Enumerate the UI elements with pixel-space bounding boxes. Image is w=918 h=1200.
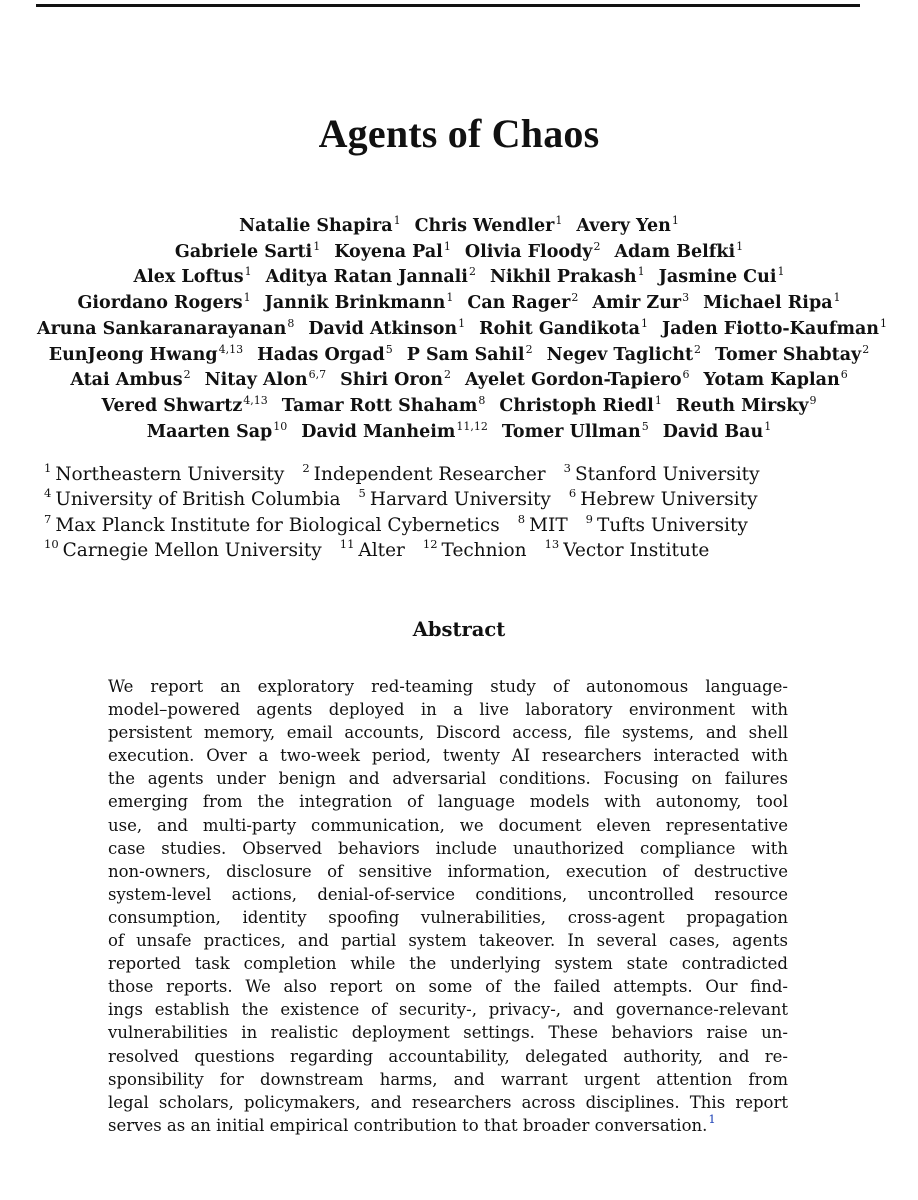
author (704, 370, 848, 390)
author-line (30, 317, 888, 343)
author-line (30, 343, 888, 369)
author-line (30, 394, 888, 420)
author-line (30, 214, 888, 240)
author-name: Jaden Fiotto-Kaufman (661, 318, 880, 339)
author (281, 393, 486, 416)
affiliation-name: Hebrew University (580, 489, 758, 511)
author (715, 342, 870, 365)
author-affiliation-mark: 5 (385, 342, 393, 356)
affiliation-line (44, 513, 778, 538)
author-affiliation-mark: 1 (393, 214, 401, 227)
affiliation-name: Harvard University (369, 489, 551, 511)
author-name: Aditya Ratan Jannali (265, 267, 468, 288)
author-name: Amir Zur (592, 293, 682, 314)
author (661, 316, 888, 339)
affiliation (563, 461, 760, 485)
author-name: David Manheim (301, 421, 456, 442)
author (205, 370, 326, 390)
author-affiliation-mark: 1 (555, 214, 563, 227)
abstract-line (108, 744, 788, 767)
abstract-line-text: non-owners, disclosure of sensitive information, execution of destructive (108, 861, 788, 881)
author (37, 316, 295, 339)
author-name: Reuth Mirsky (675, 395, 809, 416)
affiliation-number: 2 (302, 461, 310, 475)
author-affiliation-mark: 1 (640, 316, 648, 330)
author-name: David Bau (662, 421, 764, 442)
author-name: Jasmine Cui (658, 267, 777, 288)
author-affiliation-mark: 2 (525, 342, 533, 356)
affiliation (544, 536, 710, 561)
affiliation-number: 11 (339, 536, 355, 551)
author (662, 419, 772, 442)
author (467, 293, 578, 313)
author (101, 393, 268, 416)
abstract-line-text: model–powered agents deployed in a live laboratory environment with (108, 700, 788, 720)
author-affiliation-mark: 2 (593, 239, 601, 253)
affiliation (44, 511, 500, 536)
author-name: Nikhil Prakash (489, 267, 637, 288)
author-affiliation-mark: 2 (468, 265, 476, 279)
affiliation-line (44, 462, 778, 487)
paper-title: Agents of Chaos (318, 111, 600, 156)
author-name: Tamar Rott Shaham (281, 395, 478, 416)
author (501, 419, 649, 442)
author-name: Yotam Kaplan (703, 370, 840, 391)
author-affiliation-mark: 10 (273, 419, 288, 433)
affiliation-name: Alter (358, 539, 405, 561)
affiliation (44, 461, 285, 485)
author-name: EunJeong Hwang (48, 344, 218, 365)
author-affiliation-mark: 8 (287, 316, 295, 330)
affiliation-name: Independent Researcher (313, 464, 546, 485)
author-affiliation-mark: 6 (682, 368, 690, 382)
author-name: Negev Taglicht (546, 344, 694, 365)
affiliation-line (44, 538, 778, 563)
author-name: Atai Ambus (70, 370, 183, 391)
abstract-line (108, 675, 788, 698)
affiliation-number: 9 (585, 511, 593, 526)
abstract-line (108, 837, 788, 860)
abstract-line (108, 790, 788, 813)
abstract-line (108, 975, 788, 998)
author-name: Chris Wendler (414, 216, 555, 236)
author-affiliation-mark: 11,12 (456, 419, 488, 433)
abstract-line-text: execution. Over a two-week period, twenty AI researchers interacted with (108, 746, 788, 766)
affiliation-number: 10 (44, 536, 59, 551)
affiliation-name: Carnegie Mellon University (62, 539, 322, 561)
affiliation-number: 4 (44, 486, 52, 501)
abstract-heading: Abstract (412, 618, 506, 641)
author-affiliation-mark: 4,13 (243, 393, 268, 407)
author-affiliation-mark: 1 (671, 214, 679, 227)
author-line (30, 368, 888, 394)
abstract-line-text: case studies. Observed behaviors include unauthorized compliance with (108, 838, 788, 858)
author-affiliation-mark: 1 (777, 265, 785, 279)
author-name: Tomer Shabtay (715, 344, 862, 365)
abstract-line-text: system-level actions, denial-of-service conditions, uncontrolled resource (108, 884, 788, 904)
abstract-line (108, 1045, 788, 1068)
author-affiliation-mark: 5 (641, 419, 649, 433)
author (334, 239, 451, 262)
author-affiliation-mark: 8 (478, 393, 486, 407)
affiliation (585, 511, 748, 536)
author-affiliation-mark: 1 (654, 393, 662, 407)
affiliation-name: Vector Institute (563, 539, 710, 561)
affiliation-number: 1 (44, 461, 52, 475)
author-list (30, 214, 888, 445)
abstract-line-text: consumption, identity spoofing vulnerabilities, cross-agent propagation (108, 907, 788, 927)
author-name: Giordano Rogers (77, 293, 243, 314)
affiliation-number: 6 (568, 486, 577, 501)
affiliation (358, 486, 551, 511)
author-affiliation-mark: 1 (446, 291, 454, 305)
author (266, 267, 476, 287)
abstract-line (108, 767, 788, 790)
affiliation-name: University of British Columbia (55, 489, 341, 511)
abstract-body (108, 675, 788, 1137)
author-name: Alex Loftus (133, 267, 244, 288)
author-affiliation-mark: 2 (862, 342, 870, 356)
affiliation (44, 536, 322, 561)
author (703, 293, 840, 313)
abstract-line (108, 721, 788, 744)
author-affiliation-mark: 1 (243, 291, 251, 305)
abstract-line (108, 814, 788, 837)
author (592, 293, 689, 313)
footnote-link[interactable]: 1 (708, 1111, 716, 1126)
abstract-line-text: persistent memory, email accounts, Discord access, file systems, and shell (108, 723, 788, 743)
author-affiliation-mark: 1 (736, 239, 744, 253)
author-affiliation-mark: 4,13 (218, 342, 244, 356)
author-affiliation-mark: 1 (637, 265, 645, 279)
author (499, 393, 662, 416)
author-name: Rohit Gandikota (479, 318, 640, 339)
author-name: David Atkinson (308, 318, 458, 339)
affiliation (422, 536, 527, 561)
author (415, 216, 563, 236)
abstract-line-text: vulnerabilities in realistic deployment settings. These behaviors raise un- (108, 1023, 788, 1043)
abstract-line-text: legal scholars, policymakers, and researchers across disciplines. This report (108, 1092, 788, 1112)
author-name: Nitay Alon (204, 370, 308, 391)
author (340, 370, 451, 390)
affiliation-number: 13 (544, 536, 560, 551)
author-affiliation-mark: 1 (880, 316, 888, 330)
author-affiliation-mark: 1 (764, 419, 772, 433)
abstract-line-text: ings establish the existence of security-, privacy-, and governance-relevant (108, 1000, 788, 1020)
author (479, 316, 648, 339)
abstract-line (108, 952, 788, 975)
author-affiliation-mark: 1 (313, 239, 321, 253)
author (174, 239, 321, 262)
author-line (30, 420, 888, 446)
author-name: Ayelet Gordon-Tapiero (464, 370, 682, 391)
author-name: Natalie Shapira (239, 216, 393, 236)
affiliation (44, 486, 341, 511)
author-affiliation-mark: 2 (694, 342, 702, 356)
author-affiliation-mark: 1 (443, 239, 451, 253)
abstract-line (108, 883, 788, 906)
affiliation-name: Northeastern University (55, 464, 285, 485)
author-name: Hadas Orgad (257, 344, 385, 365)
author-name: Vered Shwartz (101, 395, 243, 416)
abstract-line-text: those reports. We also report on some of the failed attempts. Our find- (108, 977, 788, 997)
abstract-line (108, 698, 788, 721)
author (614, 239, 744, 262)
author-name: P Sam Sahil (406, 344, 525, 365)
abstract-line (108, 1068, 788, 1091)
affiliation-number: 5 (358, 486, 366, 501)
author-name: Olivia Floody (464, 241, 593, 262)
abstract-line (108, 1021, 788, 1044)
affiliation-name: MIT (529, 514, 568, 536)
author-affiliation-mark: 3 (682, 291, 690, 305)
author (546, 342, 702, 365)
author-name: Adam Belfki (614, 241, 736, 262)
author-affiliation-mark: 1 (458, 316, 466, 330)
author (659, 267, 785, 287)
author (675, 393, 817, 416)
affiliation (517, 511, 568, 536)
author-name: Koyena Pal (334, 241, 443, 262)
affiliation-number: 3 (563, 461, 571, 475)
author-affiliation-mark: 2 (443, 368, 451, 382)
abstract-line-text: emerging from the integration of language models with autonomy, tool (108, 792, 788, 812)
author-name: Christoph Riedl (499, 395, 654, 416)
author-affiliation-mark: 6 (840, 368, 848, 382)
author-name: Maarten Sap (146, 421, 273, 442)
affiliation-name: Tufts University (596, 514, 748, 536)
author (464, 239, 601, 262)
abstract-line (108, 929, 788, 952)
author (239, 216, 400, 236)
abstract-line-text: serves as an initial empirical contribution to that broader conversation. (108, 1115, 708, 1135)
top-rule (36, 4, 860, 7)
affiliation-number: 8 (517, 511, 526, 526)
author (265, 293, 454, 313)
abstract-line-text: of unsafe practices, and partial system takeover. In several cases, agents (108, 931, 788, 951)
author-name: Tomer Ullman (501, 421, 641, 442)
author-line (30, 240, 888, 266)
author (301, 419, 488, 442)
abstract-line-text: resolved questions regarding accountability, delegated authority, and re- (108, 1046, 788, 1066)
abstract-line (108, 1091, 788, 1114)
author (406, 342, 533, 365)
abstract-line-text: sponsibility for downstream harms, and warrant urgent attention from (108, 1069, 788, 1089)
abstract-line (108, 860, 788, 883)
author-affiliation-mark: 9 (809, 393, 817, 407)
author-affiliation-mark: 2 (571, 291, 579, 305)
affiliation-name: Max Planck Institute for Biological Cybernetics (55, 514, 500, 536)
author-affiliation-mark: 1 (833, 291, 841, 305)
author (48, 342, 244, 365)
author-name: Can Rager (467, 293, 571, 314)
affiliation-line (44, 487, 778, 512)
affiliation (302, 461, 546, 485)
abstract-line (108, 998, 788, 1021)
author (465, 370, 690, 390)
abstract-line (108, 1111, 788, 1137)
affiliation (339, 536, 405, 561)
abstract-line (108, 906, 788, 929)
author (77, 293, 250, 313)
affiliation-list (44, 462, 778, 563)
author (70, 370, 190, 390)
author-affiliation-mark: 2 (183, 368, 191, 382)
author (134, 267, 252, 287)
author-name: Jannik Brinkmann (264, 293, 446, 314)
affiliation-number: 12 (422, 536, 438, 551)
author-line (30, 291, 888, 317)
abstract-line-text: We report an exploratory red-teaming study of autonomous language- (108, 677, 788, 696)
abstract-line-text: reported task completion while the underlying system state contradicted (108, 954, 788, 974)
author (257, 342, 393, 365)
author-name: Michael Ripa (703, 293, 833, 314)
author-affiliation-mark: 1 (244, 265, 252, 279)
author-name: Aruna Sankaranarayanan (37, 318, 287, 339)
author-name: Shiri Oron (340, 370, 443, 391)
author (308, 316, 466, 339)
author-line (30, 265, 888, 291)
author-name: Gabriele Sarti (174, 241, 313, 262)
author-affiliation-mark: 6,7 (308, 368, 327, 382)
affiliation-number: 7 (44, 511, 52, 526)
author (576, 216, 678, 236)
affiliation-name: Stanford University (574, 464, 760, 485)
affiliation-name: Technion (441, 539, 527, 561)
affiliation (568, 486, 758, 511)
author (146, 419, 288, 442)
author (490, 267, 645, 287)
author-name: Avery Yen (576, 216, 671, 236)
abstract-line-text: use, and multi-party communication, we document eleven representative (108, 815, 788, 835)
abstract-line-text: the agents under benign and adversarial conditions. Focusing on failures (108, 769, 788, 789)
